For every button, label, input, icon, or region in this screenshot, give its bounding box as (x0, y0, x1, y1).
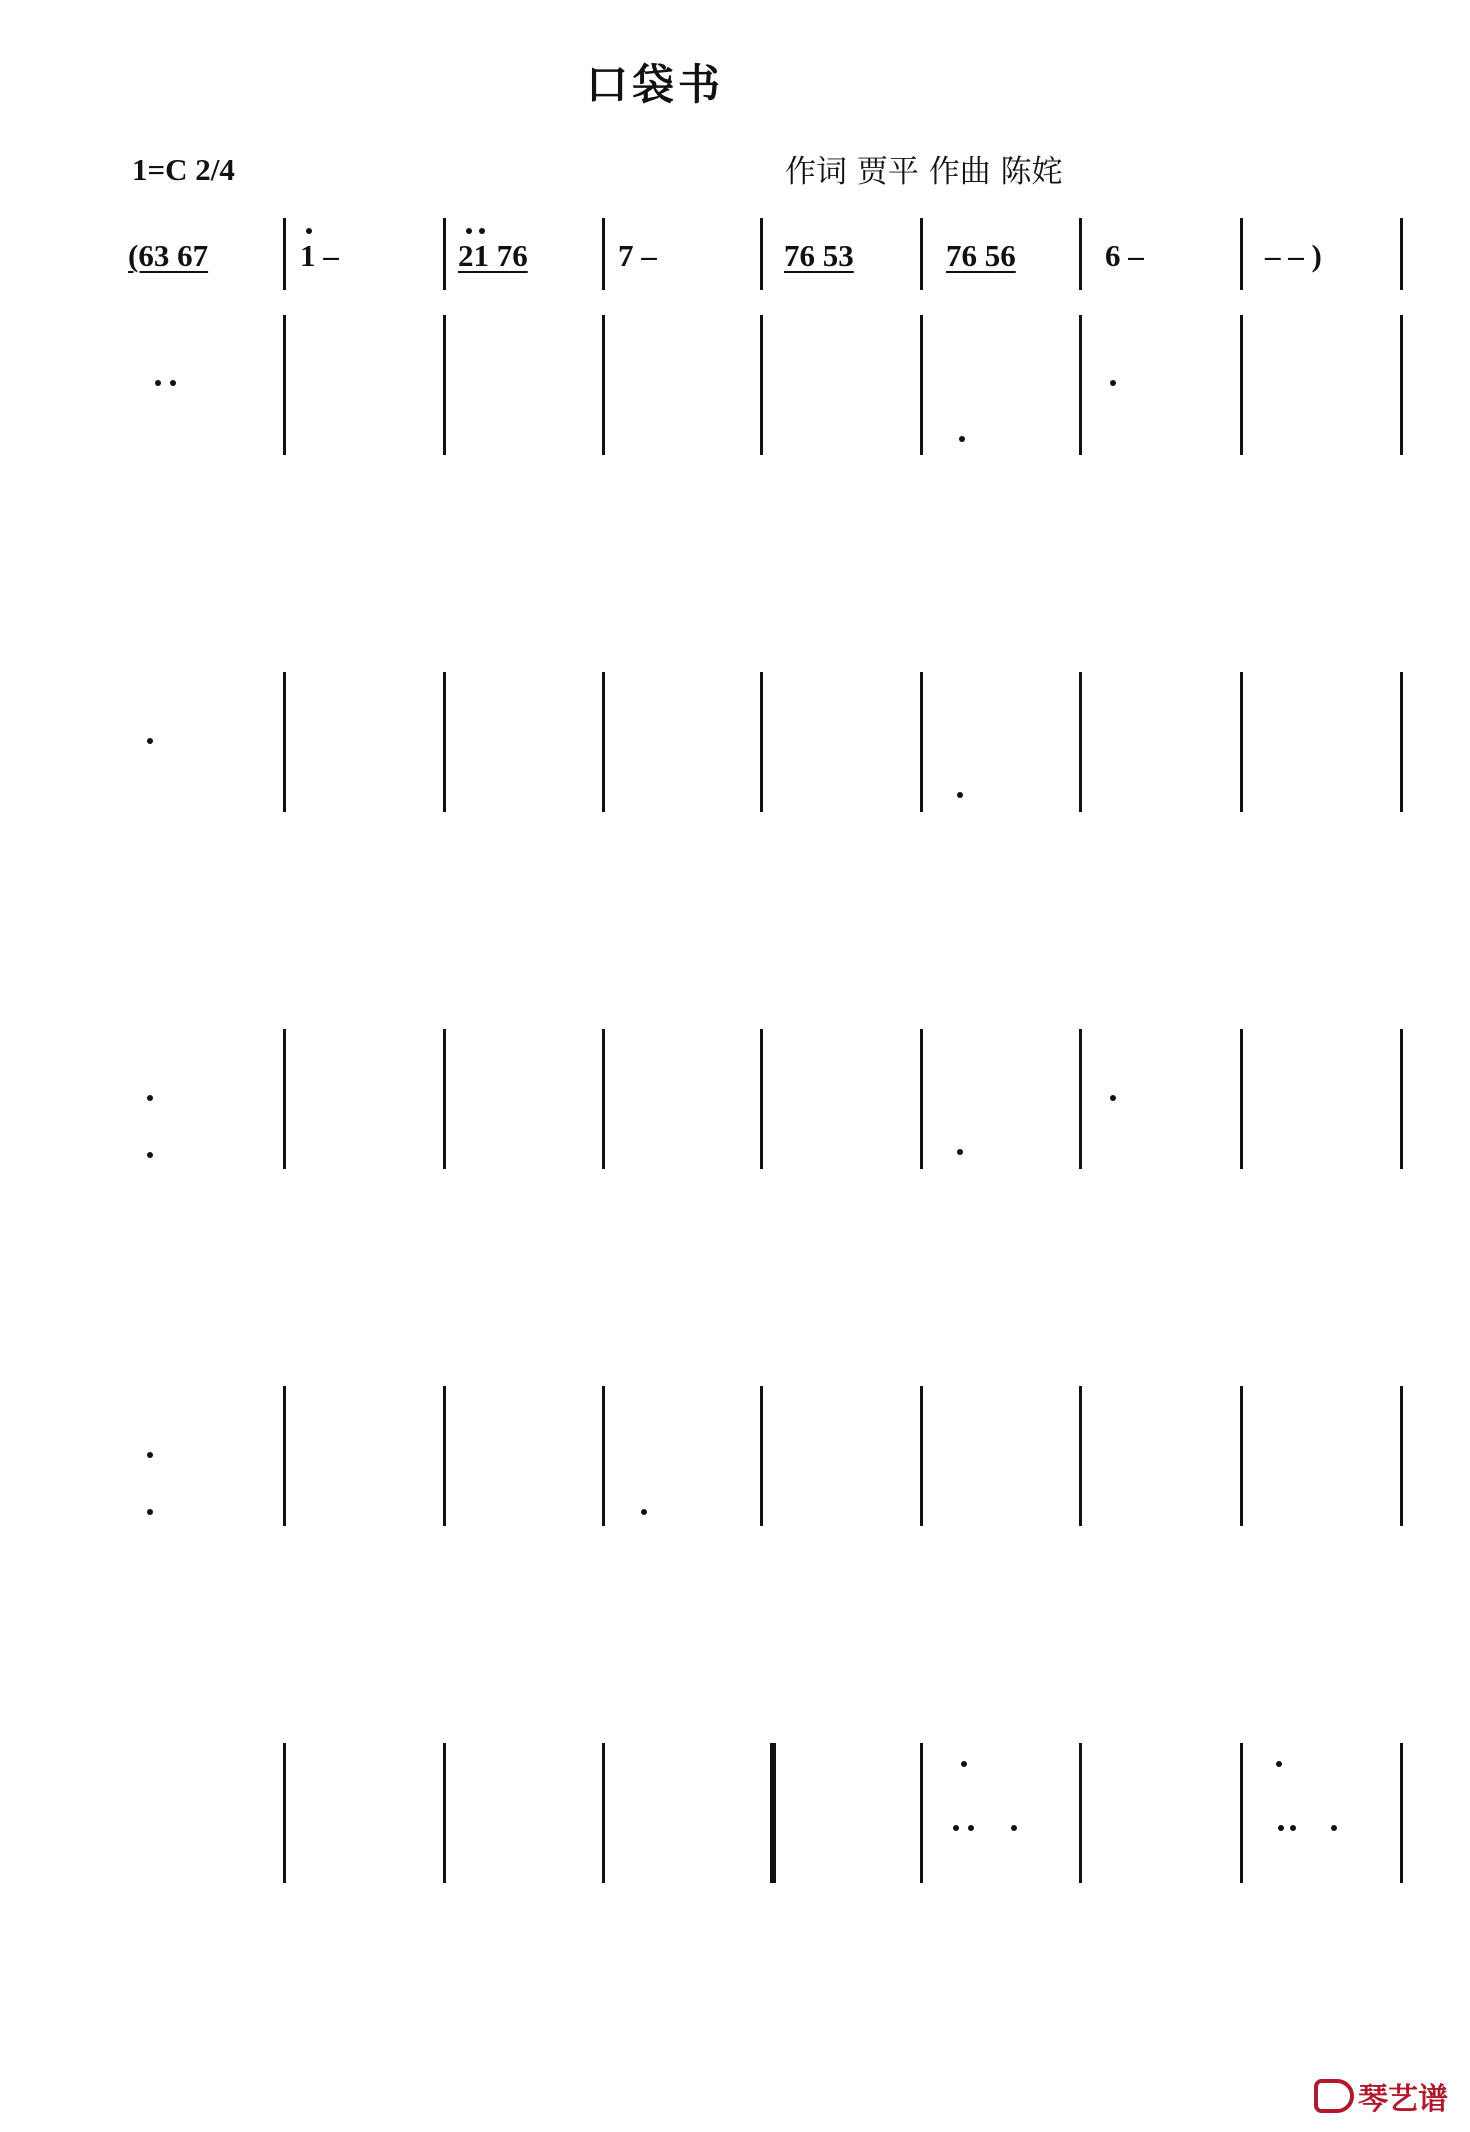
barline (602, 1743, 605, 1883)
barline (1240, 1386, 1243, 1526)
barline (760, 315, 763, 455)
intro-measure: – – ) (1265, 238, 1322, 273)
barline (602, 315, 605, 455)
octave-dot (147, 1452, 153, 1458)
octave-dot (957, 792, 963, 798)
barline (920, 1743, 923, 1883)
barline (1400, 218, 1403, 290)
octave-dot (147, 1509, 153, 1515)
octave-dot (170, 380, 176, 386)
barline (770, 1743, 776, 1883)
octave-dot (957, 1149, 963, 1155)
barline (760, 1029, 763, 1169)
watermark-text: 琴艺谱 (1358, 2082, 1448, 2117)
barline (920, 218, 923, 290)
barline (443, 1029, 446, 1169)
barline (760, 1386, 763, 1526)
octave-dot (479, 228, 485, 234)
barline (760, 218, 763, 290)
barline (1240, 1029, 1243, 1169)
barline (443, 1743, 446, 1883)
octave-dot (1110, 1095, 1116, 1101)
octave-dot (155, 380, 161, 386)
barline (283, 218, 286, 290)
intro-measure: (63 67 (128, 238, 209, 273)
octave-dot (959, 436, 965, 442)
barline (1400, 672, 1403, 812)
octave-dot (961, 1761, 967, 1767)
barline (443, 218, 446, 290)
barline (1079, 315, 1082, 455)
barline (1240, 1743, 1243, 1883)
barline (920, 672, 923, 812)
barline (920, 1029, 923, 1169)
barline (443, 315, 446, 455)
octave-dot (953, 1825, 959, 1831)
barline (602, 218, 605, 290)
intro-measure: 21 76 (458, 238, 528, 273)
credits: 作词 贾平 作曲 陈姹 (785, 154, 1063, 190)
intro-measure: 7 – (618, 238, 657, 273)
octave-dot (147, 738, 153, 744)
barline (283, 1743, 286, 1883)
barline (1079, 218, 1082, 290)
intro-measure: 1 – (300, 238, 339, 273)
barline (920, 1386, 923, 1526)
song-title: 口袋书 (585, 60, 724, 109)
barline (602, 1386, 605, 1526)
barline (1240, 218, 1243, 290)
octave-dot (1290, 1825, 1296, 1831)
intro-measure: 76 53 (784, 238, 854, 273)
barline (1079, 1386, 1082, 1526)
barline (443, 672, 446, 812)
barline (1079, 672, 1082, 812)
barline (1400, 1386, 1403, 1526)
octave-dot (466, 228, 472, 234)
octave-dot (641, 1509, 647, 1515)
barline (920, 315, 923, 455)
octave-dot (306, 228, 312, 234)
barline (283, 1386, 286, 1526)
barline (1400, 1029, 1403, 1169)
barline (443, 1386, 446, 1526)
key-signature: 1=C 2/4 (132, 152, 235, 187)
logo-icon (1314, 2079, 1354, 2113)
barline (602, 672, 605, 812)
barline (1240, 315, 1243, 455)
barline (283, 315, 286, 455)
barline (760, 672, 763, 812)
barline (1400, 315, 1403, 455)
octave-dot (147, 1095, 153, 1101)
barline (283, 1029, 286, 1169)
octave-dot (1011, 1825, 1017, 1831)
octave-dot (968, 1825, 974, 1831)
watermark-logo (1314, 2074, 1448, 2118)
octave-dot (1278, 1825, 1284, 1831)
octave-dot (147, 1152, 153, 1158)
barline (1079, 1743, 1082, 1883)
intro-measure: 76 56 (946, 238, 1016, 273)
intro-measure: 6 – (1105, 238, 1144, 273)
octave-dot (1276, 1761, 1282, 1767)
octave-dot (1110, 380, 1116, 386)
barline (1240, 672, 1243, 812)
barline (1400, 1743, 1403, 1883)
barline (1079, 1029, 1082, 1169)
octave-dot (1331, 1825, 1337, 1831)
barline (283, 672, 286, 812)
barline (602, 1029, 605, 1169)
